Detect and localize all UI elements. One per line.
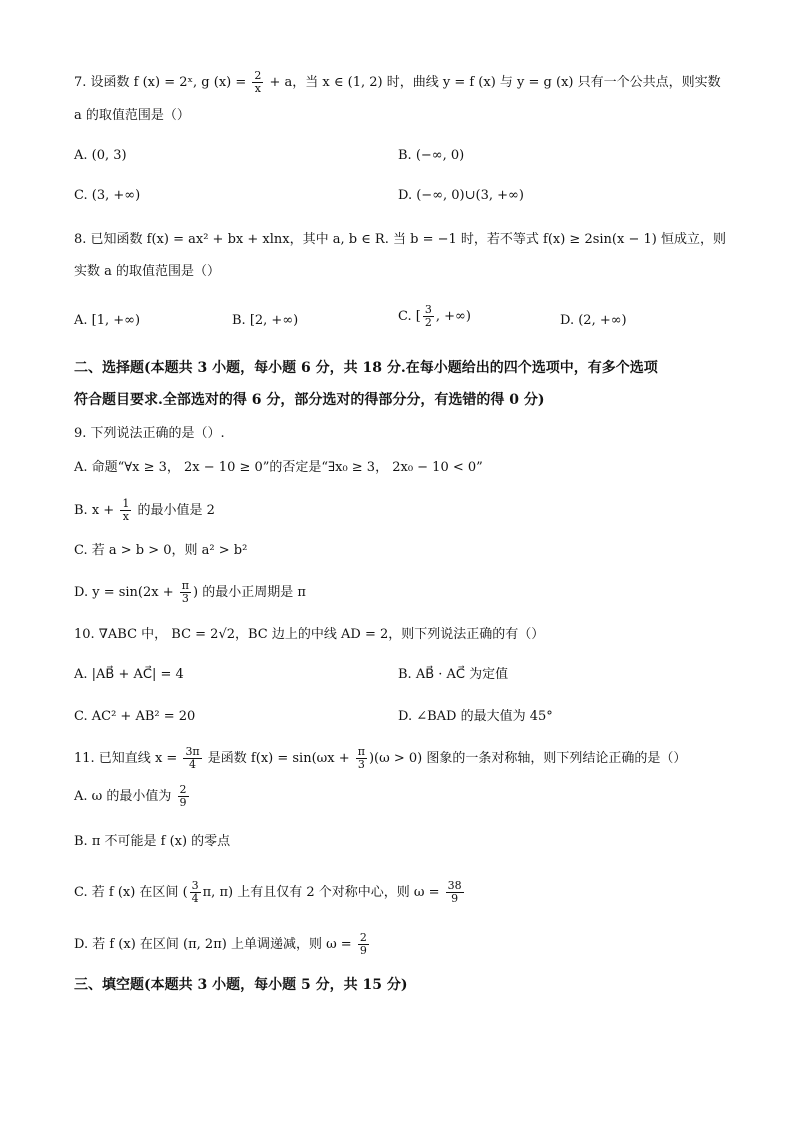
q7-stem-tail: + a，当 x ∈ (1, 2) 时，曲线 y = f (x) 与 y = g (x) 只有一个公共点，则实数 bbox=[265, 75, 721, 90]
q11-option-b: B. π 不可能是 f (x) 的零点 bbox=[74, 834, 231, 849]
q9-opt-b-post: 的最小值是 2 bbox=[133, 503, 215, 518]
q9-option-a: A. 命题“∀x ≥ 3， 2x − 10 ≥ 0”的否定是“∃x₀ ≥ 3， 2x₀ − 10 < 0” bbox=[74, 460, 483, 475]
q11-stem-fraction1 bbox=[183, 746, 201, 771]
q8-option-b: B. [2, +∞) bbox=[232, 313, 299, 328]
q9-option-d bbox=[74, 580, 306, 605]
q11-opt-d-num: 2 bbox=[359, 931, 367, 944]
q9-opt-b-den: x bbox=[122, 510, 129, 523]
q7-option-b: B. (−∞, 0) bbox=[398, 148, 465, 163]
q8-opt-c-den: 2 bbox=[424, 316, 432, 329]
q9-stem: 9. 下列说法正确的是（）. bbox=[74, 426, 225, 441]
q7-stem-line1 bbox=[74, 70, 721, 95]
q11-opt-c-fraction2 bbox=[446, 880, 464, 905]
q9-opt-d-fraction bbox=[180, 580, 191, 605]
q11-option-c bbox=[74, 880, 466, 905]
q7-frac-den: x bbox=[254, 82, 261, 95]
q8-option-d: D. (2, +∞) bbox=[560, 313, 627, 328]
q8-option-a: A. [1, +∞) bbox=[74, 313, 141, 328]
q9-opt-b-fraction bbox=[120, 498, 131, 523]
q11-opt-d-fraction bbox=[358, 932, 369, 957]
q11-opt-d-den: 9 bbox=[359, 944, 367, 957]
q7-frac-num: 2 bbox=[254, 69, 262, 82]
q8-opt-c-pre: C. [ bbox=[398, 309, 421, 324]
q8-stem-line1: 8. 已知函数 f(x) = ax² + bx + xlnx，其中 a, b ∈ R. 当 b = −1 时，若不等式 f(x) ≥ 2sin(x − 1) 恒成立，则 bbox=[74, 232, 726, 247]
section2-heading-line2: 符合题目要求.全部选对的得 6 分，部分选对的得部分分，有选错的得 0 分) bbox=[74, 392, 545, 408]
q11-opt-c-num2: 38 bbox=[447, 879, 462, 892]
q11-opt-a-fraction bbox=[178, 784, 189, 809]
q9-opt-b-num: 1 bbox=[122, 497, 130, 510]
q11-option-d bbox=[74, 932, 371, 957]
q9-opt-d-num: π bbox=[181, 579, 189, 592]
q7-option-d: D. (−∞, 0)∪(3, +∞) bbox=[398, 188, 524, 203]
q9-opt-b-pre: B. x + bbox=[74, 503, 119, 518]
q11-stem bbox=[74, 746, 686, 771]
q8-stem-line2: 实数 a 的取值范围是（） bbox=[74, 264, 221, 279]
q7-option-a: A. (0, 3) bbox=[74, 148, 127, 163]
q10-stem: 10. ∇ABC 中， BC = 2√2，BC 边上的中线 AD = 2，则下列说法正确的有（） bbox=[74, 627, 545, 642]
q7-stem-line2: a 的取值范围是（） bbox=[74, 108, 190, 123]
q11-opt-c-fraction1 bbox=[190, 880, 201, 905]
q11-stem-mid: 是函数 f(x) = sin(ωx + bbox=[203, 751, 354, 766]
q11-opt-c-den1: 4 bbox=[191, 892, 199, 905]
q7-stem-text: 7. 设函数 f (x) = 2ˣ, g (x) = bbox=[74, 75, 251, 90]
q7-fraction bbox=[252, 70, 263, 95]
q11-option-a bbox=[74, 784, 191, 809]
q11-opt-a-num: 2 bbox=[179, 783, 187, 796]
q11-stem-den2: 3 bbox=[357, 758, 365, 771]
q11-stem-fraction2 bbox=[356, 746, 367, 771]
q11-stem-num2: π bbox=[357, 745, 365, 758]
q11-opt-d-pre: D. 若 f (x) 在区间 (π, 2π) 上单调递减，则 ω = bbox=[74, 937, 356, 952]
q11-stem-post: )(ω > 0) 图象的一条对称轴，则下列结论正确的是（） bbox=[368, 751, 687, 766]
q7-option-c: C. (3, +∞) bbox=[74, 188, 141, 203]
q11-stem-pre: 11. 已知直线 x = bbox=[74, 751, 182, 766]
q11-opt-a-den: 9 bbox=[179, 796, 187, 809]
q9-opt-d-pre: D. y = sin(2x + bbox=[74, 585, 178, 600]
q8-opt-c-fraction bbox=[423, 304, 434, 329]
q11-opt-c-num1: 3 bbox=[191, 879, 199, 892]
q9-option-b bbox=[74, 498, 215, 523]
q11-opt-a-pre: A. ω 的最小值为 bbox=[74, 789, 176, 804]
section3-heading: 三、填空题(本题共 3 小题，每小题 5 分，共 15 分) bbox=[74, 977, 408, 993]
q11-opt-c-mid: π, π) 上有且仅有 2 个对称中心，则 ω = bbox=[202, 885, 444, 900]
section2-heading-line1: 二、选择题(本题共 3 小题，每小题 6 分，共 18 分.在每小题给出的四个选项中，有多个选项 bbox=[74, 360, 658, 376]
q10-option-b: B. AB⃗ · AC⃗ 为定值 bbox=[398, 667, 509, 682]
q11-stem-num1: 3π bbox=[185, 745, 200, 758]
q9-opt-d-post: ) 的最小正周期是 π bbox=[193, 585, 306, 600]
q10-option-a: A. |AB⃗ + AC⃗| = 4 bbox=[74, 667, 184, 682]
q9-opt-d-den: 3 bbox=[181, 592, 189, 605]
q10-option-d: D. ∠BAD 的最大值为 45° bbox=[398, 709, 553, 724]
q9-option-c: C. 若 a > b > 0，则 a² > b² bbox=[74, 543, 248, 558]
q8-option-c bbox=[398, 304, 471, 329]
q11-opt-c-den2: 9 bbox=[451, 892, 459, 905]
q10-option-c: C. AC² + AB² = 20 bbox=[74, 709, 196, 724]
q11-opt-c-pre: C. 若 f (x) 在区间 ( bbox=[74, 885, 188, 900]
q8-opt-c-post: , +∞) bbox=[435, 309, 471, 324]
q8-opt-c-num: 3 bbox=[424, 303, 432, 316]
q11-stem-den1: 4 bbox=[189, 758, 197, 771]
